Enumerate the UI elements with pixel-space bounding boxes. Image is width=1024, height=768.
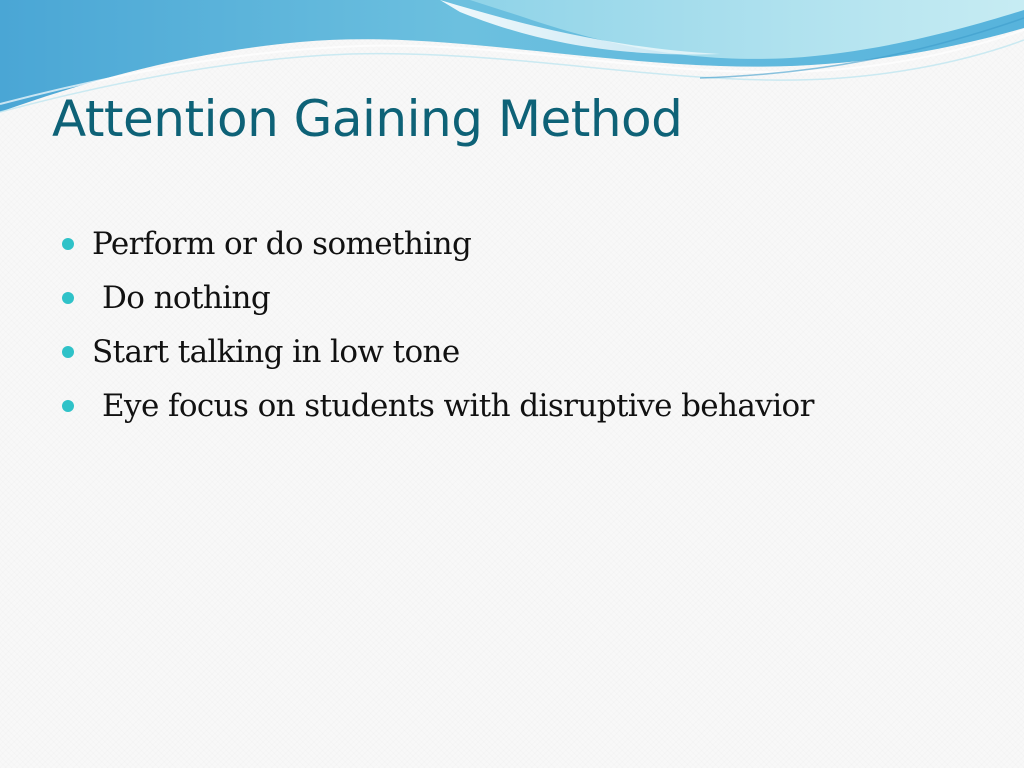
slide-title: Attention Gaining Method [52,90,683,148]
bullet-text: Perform or do something [92,226,472,262]
bullet-dot-icon [62,292,74,304]
bullet-dot-icon [62,400,74,412]
bullet-dot-icon [62,238,74,250]
bullet-text: Start talking in low tone [92,334,460,370]
bullet-text: Eye focus on students with disruptive behavior [102,388,814,424]
bullet-text: Do nothing [102,280,271,316]
bullet-dot-icon [62,346,74,358]
